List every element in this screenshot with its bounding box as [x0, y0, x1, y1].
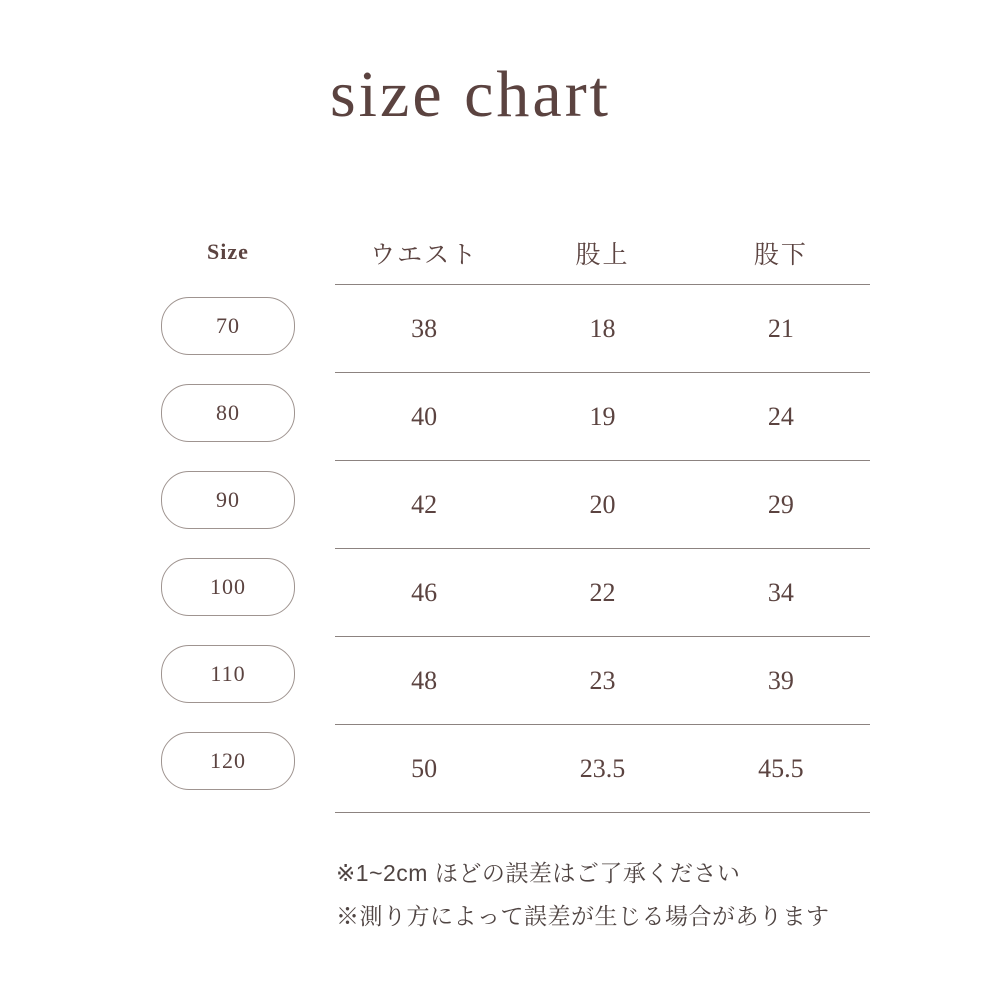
cell-rise: 20	[589, 489, 616, 519]
size-pill-row	[128, 717, 328, 804]
size-pill: 70	[161, 297, 295, 355]
cell-inseam: 34	[767, 577, 794, 607]
note-line: ※測り方によって誤差が生じる場合があります	[336, 902, 830, 929]
size-column-header: Size	[207, 239, 249, 264]
size-pill: 90	[161, 471, 295, 529]
cell-waist: 38	[411, 313, 438, 343]
size-column	[128, 222, 328, 804]
size-pill: 100	[161, 558, 295, 616]
page-title: size chart	[330, 58, 612, 131]
cell-rise: 22	[589, 577, 616, 607]
column-header-waist: ウエスト	[370, 241, 479, 269]
table-row	[335, 549, 870, 637]
cell-inseam: 29	[767, 489, 794, 519]
table-header-row	[335, 222, 870, 285]
table-row	[335, 725, 870, 813]
size-pill-row	[128, 369, 328, 456]
cell-inseam: 21	[767, 313, 794, 343]
cell-rise: 18	[589, 313, 616, 343]
table-row	[335, 461, 870, 549]
size-pill-row	[128, 456, 328, 543]
size-pill-row	[128, 282, 328, 369]
cell-inseam: 24	[767, 401, 794, 431]
size-pill-row	[128, 630, 328, 717]
size-pill: 80	[161, 384, 295, 442]
column-header-inseam: 股下	[753, 241, 808, 269]
cell-inseam: 39	[767, 665, 794, 695]
column-header-rise: 股上	[575, 241, 630, 269]
notes	[336, 852, 830, 937]
cell-rise: 23	[589, 665, 616, 695]
cell-inseam: 45.5	[758, 753, 804, 783]
cell-waist: 46	[411, 577, 438, 607]
measurement-table	[335, 222, 870, 813]
cell-waist: 42	[411, 489, 438, 519]
note-line: ※1~2cm ほどの誤差はご了承ください	[336, 860, 741, 886]
table-row	[335, 373, 870, 461]
cell-waist: 50	[411, 753, 438, 783]
cell-rise: 19	[589, 401, 616, 431]
table-row	[335, 637, 870, 725]
size-pill: 120	[161, 732, 295, 790]
size-pill: 110	[161, 645, 295, 703]
table-row	[335, 285, 870, 373]
cell-waist: 48	[411, 665, 438, 695]
cell-waist: 40	[411, 401, 438, 431]
cell-rise: 23.5	[579, 753, 626, 783]
size-pill-row	[128, 543, 328, 630]
